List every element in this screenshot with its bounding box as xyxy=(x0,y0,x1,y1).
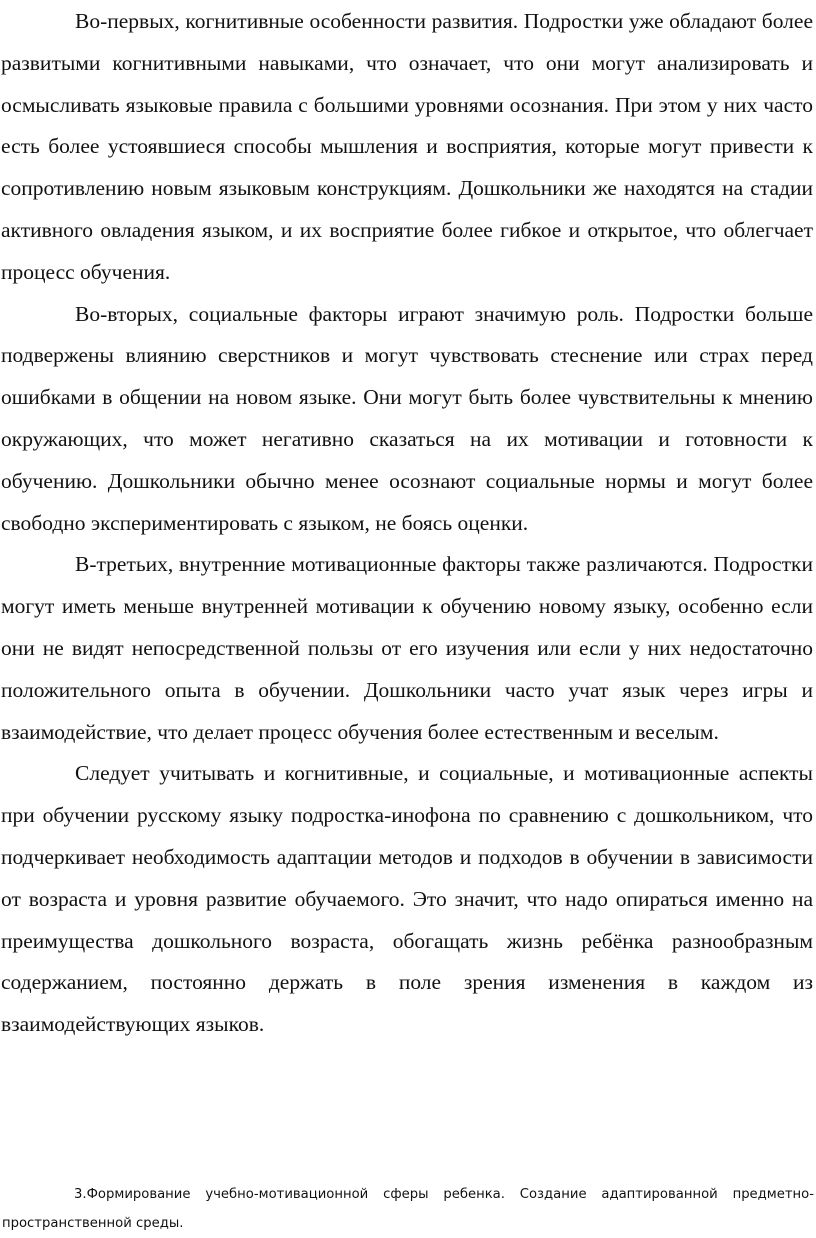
section-heading: 3.Формирование учебно-мотивационной сферы ребенка. Создание адаптированной предметно-пространственной среды. xyxy=(2,1187,814,1231)
paragraph-cognitive: Во-первых, когнитивные особенности развития. Подростки уже обладают более развитыми когнитивными навыками, что означает, что они могут анализировать и осмысливать языковые правила с большими уровнями осознания. При этом у них часто есть более устоявшиеся способы мышления и восприятия, которые могут привести к сопротивлению новым языковым конструкциям. Дошкольники же находятся на стадии активного овладения языком, и их восприятие более гибкое и открытое, что облегчает процесс обучения. xyxy=(1,9,813,284)
paragraph-motivation: В-третьих, внутренние мотивационные факторы также различаются. Подростки могут иметь меньше внутренней мотивации к обучению новому языку, особенно если они не видят непосредственной пользы от его изучения или если у них недостаточно положительного опыта в обучении. Дошкольники часто учат язык через игры и взаимодействие, что делает процесс обучения более естественным и веселым. xyxy=(1,552,813,744)
paragraph-social: Во-вторых, социальные факторы играют значимую роль. Подростки больше подвержены влиянию сверстников и могут чувствовать стеснение или страх перед ошибками в общении на новом языке. Они могут быть более чувствительны к мнению окружающих, что может негативно сказаться на их мотивации и готовности к обучению. Дошкольники обычно менее осознают социальные нормы и могут более свободно экспериментировать с языком, не боясь оценки. xyxy=(1,301,813,535)
document-body xyxy=(1,1,813,1046)
paragraph-conclusion: Следует учитывать и когнитивные, и социальные, и мотивационные аспекты при обучении русскому языку подростка-инофона по сравнению с дошкольником, что подчеркивает необходимость адаптации методов и подходов в обучении в зависимости от возраста и уровня развитие обучаемого. Это значит, что надо опираться именно на преимущества дошкольного возраста, обогащать жизнь ребёнка разнообразным содержанием, постоянно держать в поле зрения изменения в каждом из взаимодействующих языков. xyxy=(1,761,813,1037)
